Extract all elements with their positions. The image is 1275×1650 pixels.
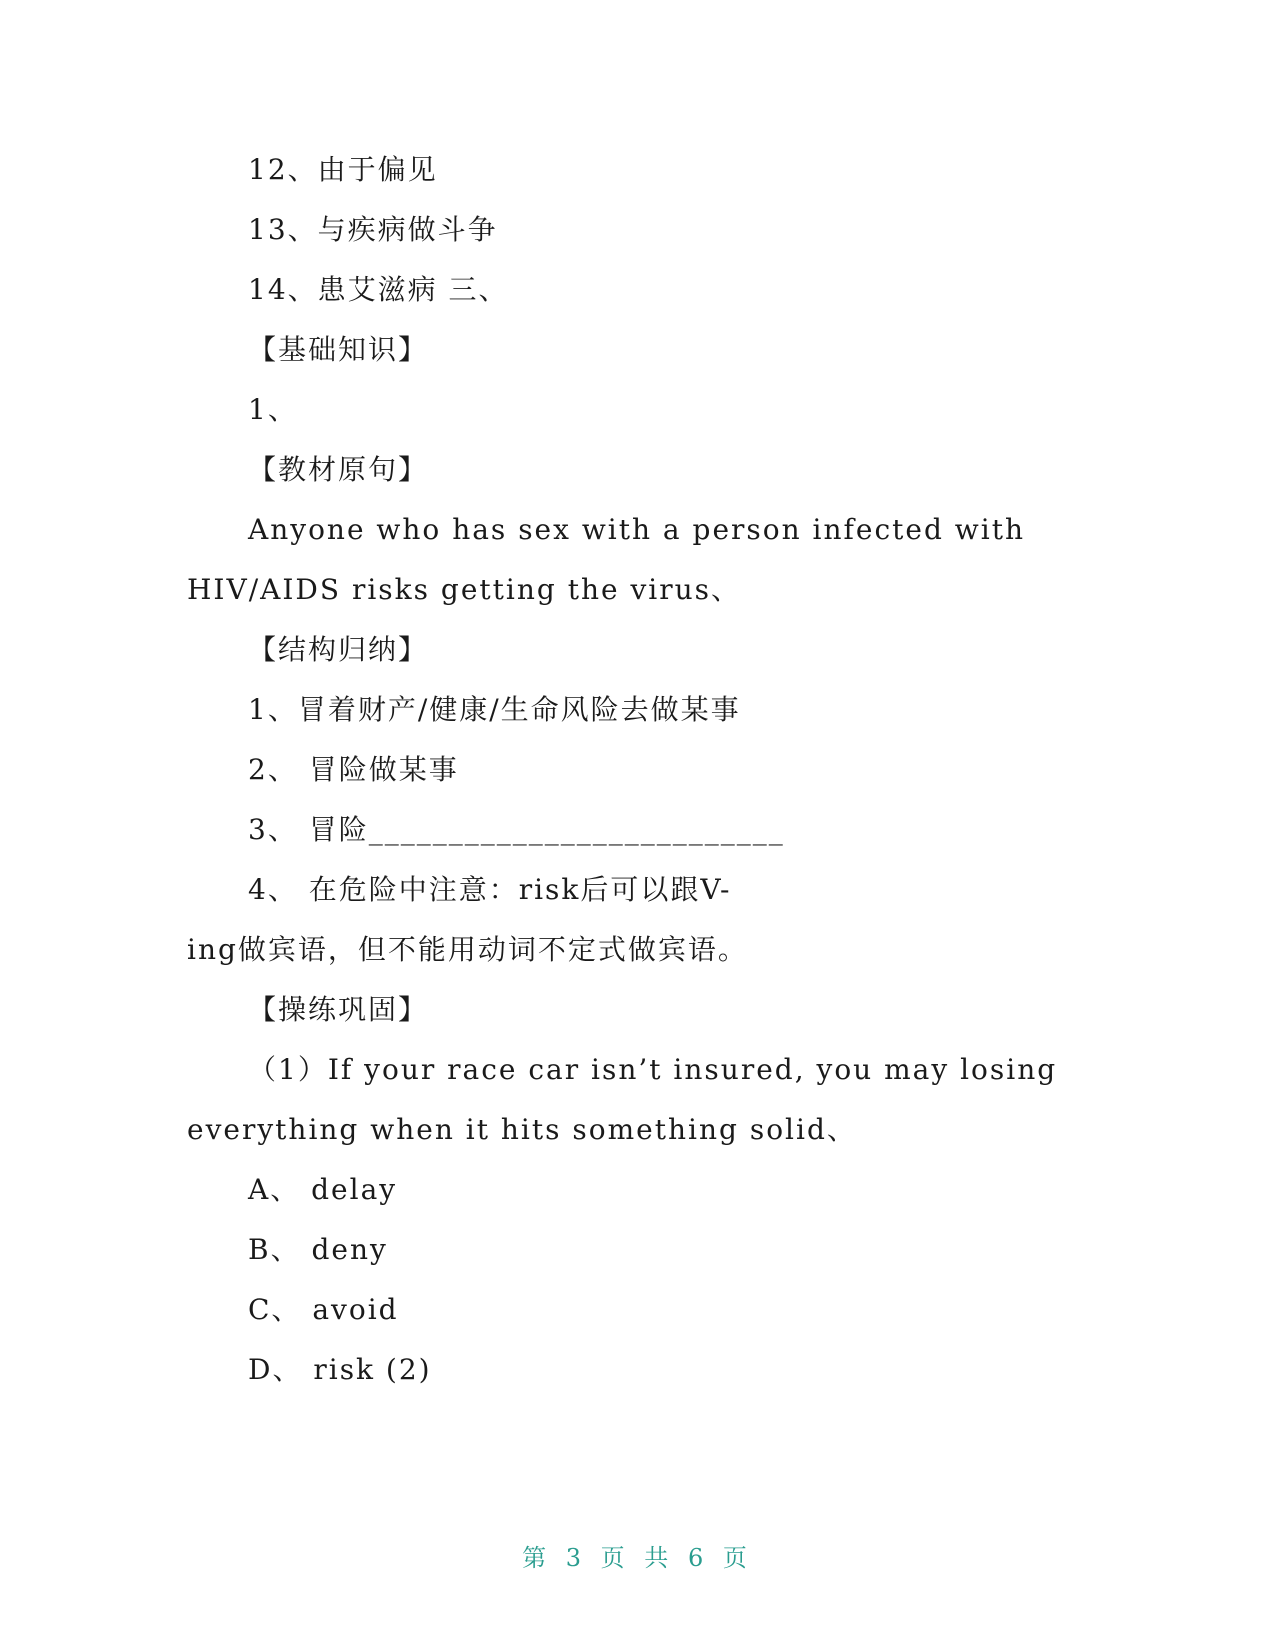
list-item-structure-4: 4、 在危险中注意：risk后可以跟V- (248, 873, 732, 906)
option-b: B、 deny (248, 1233, 388, 1266)
paragraph-line: ing做宾语，但不能用动词不定式做宾语。 (187, 933, 748, 966)
list-item-12: 12、由于偏见 (248, 153, 438, 186)
option-c: C、 avoid (248, 1293, 399, 1326)
paragraph-line: HIV/AIDS risks getting the virus、 (187, 573, 742, 606)
list-item-1: 1、 (248, 393, 298, 426)
question-1-text-continued: everything when it hits something solid、 (187, 1113, 857, 1146)
list-item-structure-3: 3、 冒险__________________________ (248, 813, 785, 846)
section-heading-textbook-sentence: 【教材原句】 (248, 453, 429, 486)
list-item-13: 13、与疾病做斗争 (248, 213, 498, 246)
question-1-text: （1）If your race car isn’t insured, you may losing (248, 1053, 1058, 1086)
section-heading-basic-knowledge: 【基础知识】 (248, 333, 429, 366)
option-a: A、 delay (248, 1173, 398, 1206)
list-item-structure-2: 2、 冒险做某事 (248, 753, 459, 786)
section-heading-practice: 【操练巩固】 (248, 993, 429, 1026)
option-d: D、 risk (2) (248, 1353, 432, 1386)
page-number-footer: 第 3 页 共 6 页 (522, 1544, 753, 1572)
list-item-structure-1: 1、冒着财产/健康/生命风险去做某事 (248, 693, 741, 726)
paragraph-line: Anyone who has sex with a person infected with (248, 513, 1026, 546)
list-item-14: 14、患艾滋病 三、 (248, 273, 509, 306)
section-heading-structure-summary: 【结构归纳】 (248, 633, 429, 666)
